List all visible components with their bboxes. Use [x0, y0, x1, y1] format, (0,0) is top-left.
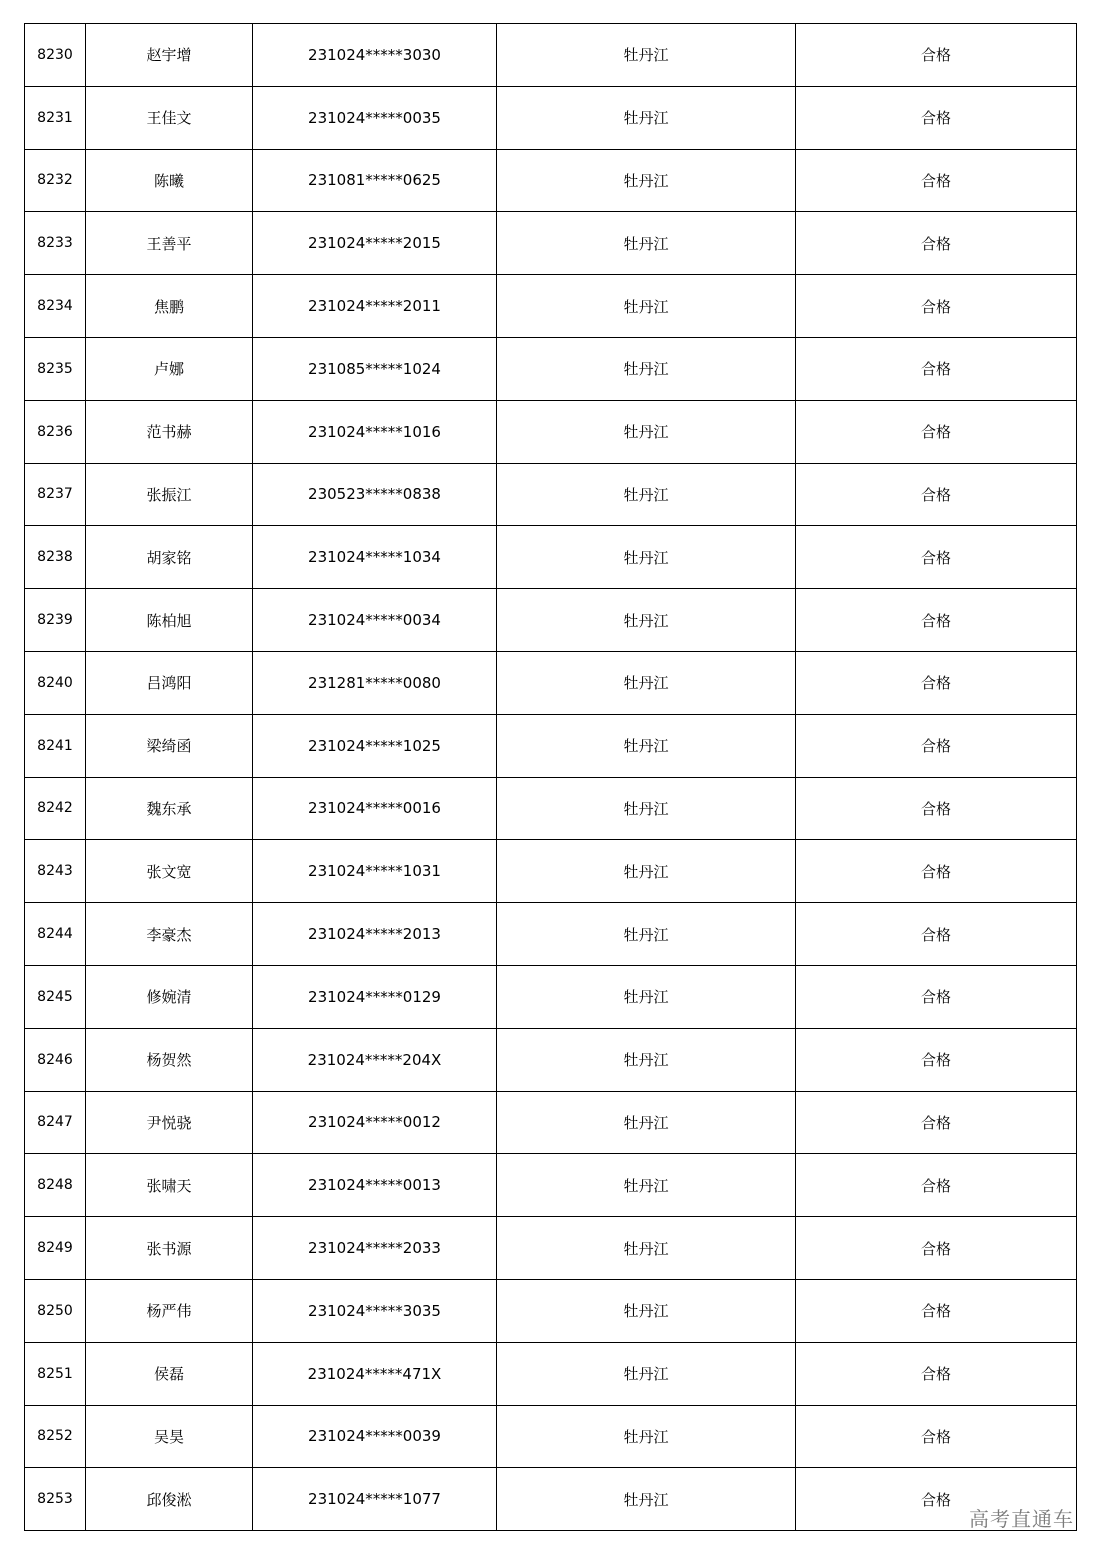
cell-city: 牡丹江	[497, 24, 796, 87]
cell-name: 卢娜	[86, 337, 253, 400]
cell-name: 范书赫	[86, 400, 253, 463]
table-row	[25, 714, 1077, 777]
cell-result: 合格	[796, 840, 1077, 903]
cell-name: 陈曦	[86, 149, 253, 212]
cell-seq-number: 8232	[25, 149, 86, 212]
cell-name: 杨严伟	[86, 1279, 253, 1342]
cell-seq-number: 8244	[25, 903, 86, 966]
cell-result: 合格	[796, 1279, 1077, 1342]
cell-city: 牡丹江	[497, 463, 796, 526]
cell-id-number: 231024*****471X	[253, 1342, 497, 1405]
cell-seq-number: 8237	[25, 463, 86, 526]
cell-city: 牡丹江	[497, 903, 796, 966]
cell-id-number: 231024*****0129	[253, 965, 497, 1028]
table-row	[25, 24, 1077, 87]
cell-id-number: 231024*****1031	[253, 840, 497, 903]
table-row	[25, 777, 1077, 840]
cell-result: 合格	[796, 1154, 1077, 1217]
cell-city: 牡丹江	[497, 149, 796, 212]
cell-name: 李豪杰	[86, 903, 253, 966]
cell-seq-number: 8250	[25, 1279, 86, 1342]
cell-seq-number: 8253	[25, 1468, 86, 1531]
table-row	[25, 1028, 1077, 1091]
table-row	[25, 1091, 1077, 1154]
cell-result: 合格	[796, 149, 1077, 212]
cell-id-number: 231024*****1034	[253, 526, 497, 589]
cell-seq-number: 8252	[25, 1405, 86, 1468]
cell-id-number: 231024*****204X	[253, 1028, 497, 1091]
cell-city: 牡丹江	[497, 589, 796, 652]
cell-city: 牡丹江	[497, 86, 796, 149]
cell-name: 王佳文	[86, 86, 253, 149]
cell-name: 张文宽	[86, 840, 253, 903]
cell-name: 陈柏旭	[86, 589, 253, 652]
cell-city: 牡丹江	[497, 1091, 796, 1154]
table-row	[25, 526, 1077, 589]
table-row	[25, 463, 1077, 526]
cell-result: 合格	[796, 275, 1077, 338]
cell-city: 牡丹江	[497, 526, 796, 589]
cell-city: 牡丹江	[497, 965, 796, 1028]
watermark: 高考直通车	[969, 1507, 1074, 1531]
cell-id-number: 231024*****0039	[253, 1405, 497, 1468]
cell-city: 牡丹江	[497, 1405, 796, 1468]
cell-name: 焦鹏	[86, 275, 253, 338]
table-row	[25, 149, 1077, 212]
cell-id-number: 231024*****0013	[253, 1154, 497, 1217]
results-table-body	[25, 24, 1077, 1531]
table-row	[25, 400, 1077, 463]
table-row	[25, 1468, 1077, 1531]
cell-seq-number: 8247	[25, 1091, 86, 1154]
cell-id-number: 231024*****2033	[253, 1217, 497, 1280]
cell-city: 牡丹江	[497, 651, 796, 714]
cell-seq-number: 8240	[25, 651, 86, 714]
table-row	[25, 903, 1077, 966]
cell-name: 王善平	[86, 212, 253, 275]
table-row	[25, 1279, 1077, 1342]
cell-seq-number: 8246	[25, 1028, 86, 1091]
table-row	[25, 1154, 1077, 1217]
cell-name: 修婉清	[86, 965, 253, 1028]
cell-result: 合格	[796, 1028, 1077, 1091]
cell-result: 合格	[796, 1342, 1077, 1405]
cell-city: 牡丹江	[497, 1342, 796, 1405]
cell-name: 张书源	[86, 1217, 253, 1280]
cell-city: 牡丹江	[497, 400, 796, 463]
cell-name: 魏东承	[86, 777, 253, 840]
cell-seq-number: 8241	[25, 714, 86, 777]
cell-id-number: 231024*****1077	[253, 1468, 497, 1531]
cell-id-number: 231024*****1025	[253, 714, 497, 777]
cell-seq-number: 8251	[25, 1342, 86, 1405]
table-row	[25, 337, 1077, 400]
cell-result: 合格	[796, 777, 1077, 840]
cell-result: 合格	[796, 714, 1077, 777]
cell-seq-number: 8238	[25, 526, 86, 589]
cell-seq-number: 8248	[25, 1154, 86, 1217]
cell-city: 牡丹江	[497, 212, 796, 275]
cell-name: 张振江	[86, 463, 253, 526]
cell-city: 牡丹江	[497, 777, 796, 840]
table-row	[25, 589, 1077, 652]
cell-seq-number: 8242	[25, 777, 86, 840]
cell-result: 合格	[796, 86, 1077, 149]
cell-name: 杨贺然	[86, 1028, 253, 1091]
table-row	[25, 212, 1077, 275]
cell-city: 牡丹江	[497, 1154, 796, 1217]
cell-result: 合格	[796, 903, 1077, 966]
table-row	[25, 1342, 1077, 1405]
cell-result: 合格	[796, 212, 1077, 275]
cell-id-number: 231024*****0034	[253, 589, 497, 652]
cell-id-number: 231081*****0625	[253, 149, 497, 212]
cell-seq-number: 8245	[25, 965, 86, 1028]
cell-result: 合格	[796, 24, 1077, 87]
cell-seq-number: 8233	[25, 212, 86, 275]
table-row	[25, 1217, 1077, 1280]
cell-result: 合格	[796, 463, 1077, 526]
cell-city: 牡丹江	[497, 840, 796, 903]
cell-seq-number: 8231	[25, 86, 86, 149]
cell-result: 合格	[796, 651, 1077, 714]
cell-id-number: 231024*****3035	[253, 1279, 497, 1342]
table-row	[25, 86, 1077, 149]
cell-seq-number: 8235	[25, 337, 86, 400]
cell-city: 牡丹江	[497, 1217, 796, 1280]
cell-seq-number: 8234	[25, 275, 86, 338]
cell-city: 牡丹江	[497, 275, 796, 338]
cell-result: 合格	[796, 589, 1077, 652]
cell-city: 牡丹江	[497, 1028, 796, 1091]
cell-city: 牡丹江	[497, 1279, 796, 1342]
cell-seq-number: 8239	[25, 589, 86, 652]
table-row	[25, 651, 1077, 714]
cell-name: 侯磊	[86, 1342, 253, 1405]
cell-result: 合格	[796, 1405, 1077, 1468]
cell-seq-number: 8243	[25, 840, 86, 903]
cell-id-number: 231085*****1024	[253, 337, 497, 400]
cell-result: 合格	[796, 1468, 1077, 1531]
cell-id-number: 231024*****0016	[253, 777, 497, 840]
cell-id-number: 231024*****1016	[253, 400, 497, 463]
cell-name: 张啸天	[86, 1154, 253, 1217]
cell-id-number: 231281*****0080	[253, 651, 497, 714]
cell-city: 牡丹江	[497, 1468, 796, 1531]
cell-seq-number: 8249	[25, 1217, 86, 1280]
cell-id-number: 231024*****0012	[253, 1091, 497, 1154]
cell-seq-number: 8230	[25, 24, 86, 87]
cell-name: 吕鸿阳	[86, 651, 253, 714]
cell-result: 合格	[796, 1217, 1077, 1280]
cell-name: 邱俊淞	[86, 1468, 253, 1531]
table-row	[25, 1405, 1077, 1468]
cell-city: 牡丹江	[497, 337, 796, 400]
cell-result: 合格	[796, 337, 1077, 400]
cell-id-number: 230523*****0838	[253, 463, 497, 526]
cell-result: 合格	[796, 965, 1077, 1028]
cell-name: 吴昊	[86, 1405, 253, 1468]
cell-result: 合格	[796, 400, 1077, 463]
cell-name: 胡家铭	[86, 526, 253, 589]
cell-id-number: 231024*****2015	[253, 212, 497, 275]
cell-result: 合格	[796, 526, 1077, 589]
results-table	[24, 23, 1077, 1531]
cell-result: 合格	[796, 1091, 1077, 1154]
table-row	[25, 840, 1077, 903]
table-row	[25, 275, 1077, 338]
cell-city: 牡丹江	[497, 714, 796, 777]
cell-name: 尹悦骁	[86, 1091, 253, 1154]
cell-seq-number: 8236	[25, 400, 86, 463]
cell-id-number: 231024*****2013	[253, 903, 497, 966]
cell-name: 梁绮函	[86, 714, 253, 777]
cell-id-number: 231024*****2011	[253, 275, 497, 338]
cell-id-number: 231024*****0035	[253, 86, 497, 149]
cell-id-number: 231024*****3030	[253, 24, 497, 87]
cell-name: 赵宇增	[86, 24, 253, 87]
table-row	[25, 965, 1077, 1028]
